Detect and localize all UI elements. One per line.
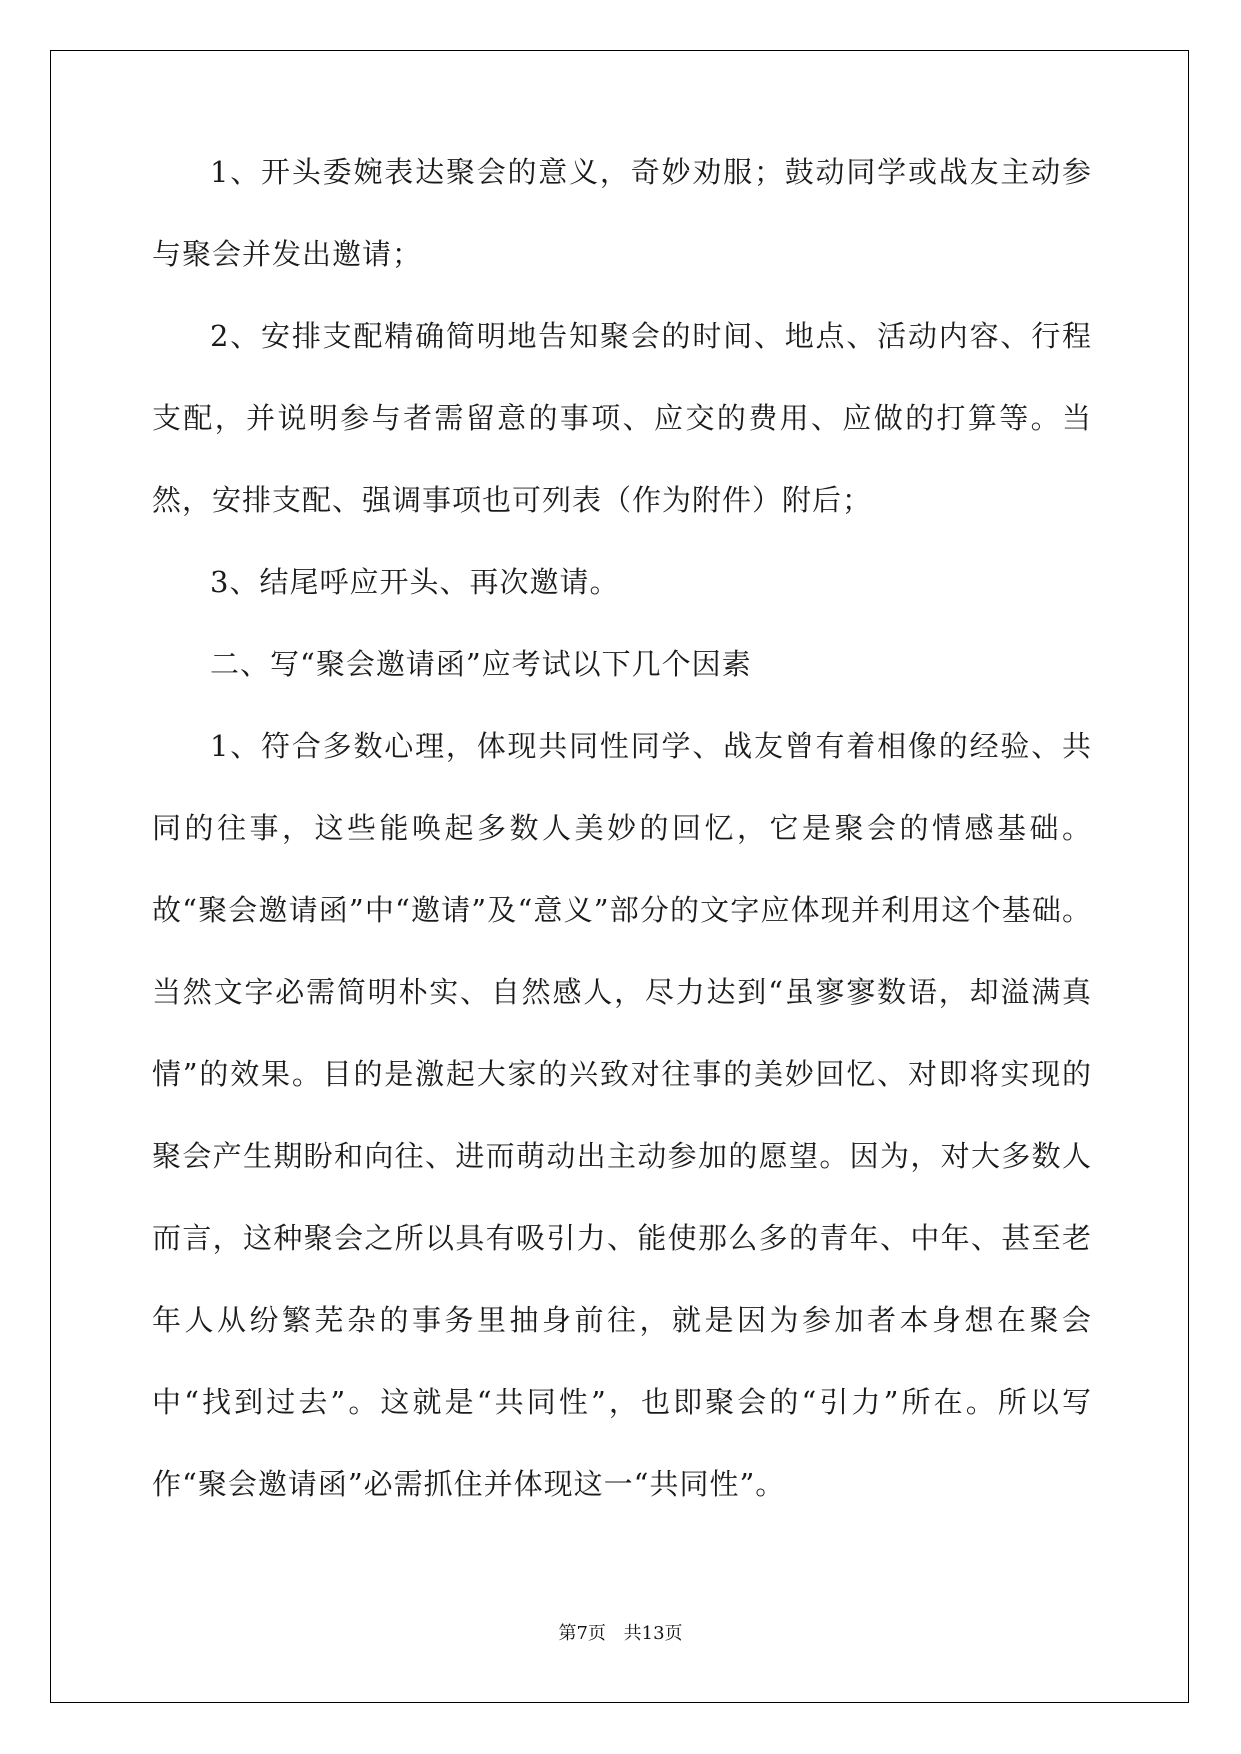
paragraph-2: 2、安排支配精确简明地告知聚会的时间、地点、活动内容、行程支配，并说明参与者需留意的事项、应交的费用、应做的打算等。当然，安排支配、强调事项也可列表（作为附件）附后；: [152, 319, 1092, 517]
paragraph-3: 3、结尾呼应开头、再次邀请。: [210, 565, 620, 599]
page-total: 共13页: [623, 1623, 683, 1644]
page-footer: [0, 1619, 1241, 1645]
section-heading: 二、写“聚会邀请函”应考试以下几个因素: [210, 647, 752, 681]
page-number: 第7页: [558, 1623, 606, 1644]
paragraph-1: 1、开头委婉表达聚会的意义，奇妙劝服；鼓动同学或战友主动参与聚会并发出邀请；: [152, 155, 1092, 271]
paragraph-4: 1、符合多数心理，体现共同性同学、战友曾有着相像的经验、共同的往事，这些能唤起多数人美妙的回忆，它是聚会的情感基础。故“聚会邀请函”中“邀请”及“意义”部分的文字应体现并利用这个基础。当然文字必需简明朴实、自然感人，尽力达到“虽寥寥数语，却溢满真情”的效果。目的是激起大家的兴致对往事的美妙回忆、对即将实现的聚会产生期盼和向往、进而萌动出主动参加的愿望。因为，对大多数人而言，这种聚会之所以具有吸引力、能使那么多的青年、中年、甚至老年人从纷繁芜杂的事务里抽身前往，就是因为参加者本身想在聚会中“找到过去”。这就是“共同性”，也即聚会的“引力”所在。所以写作“聚会邀请函”必需抓住并体现这一“共同性”。: [152, 729, 1092, 1501]
document-body: [152, 131, 1092, 1525]
